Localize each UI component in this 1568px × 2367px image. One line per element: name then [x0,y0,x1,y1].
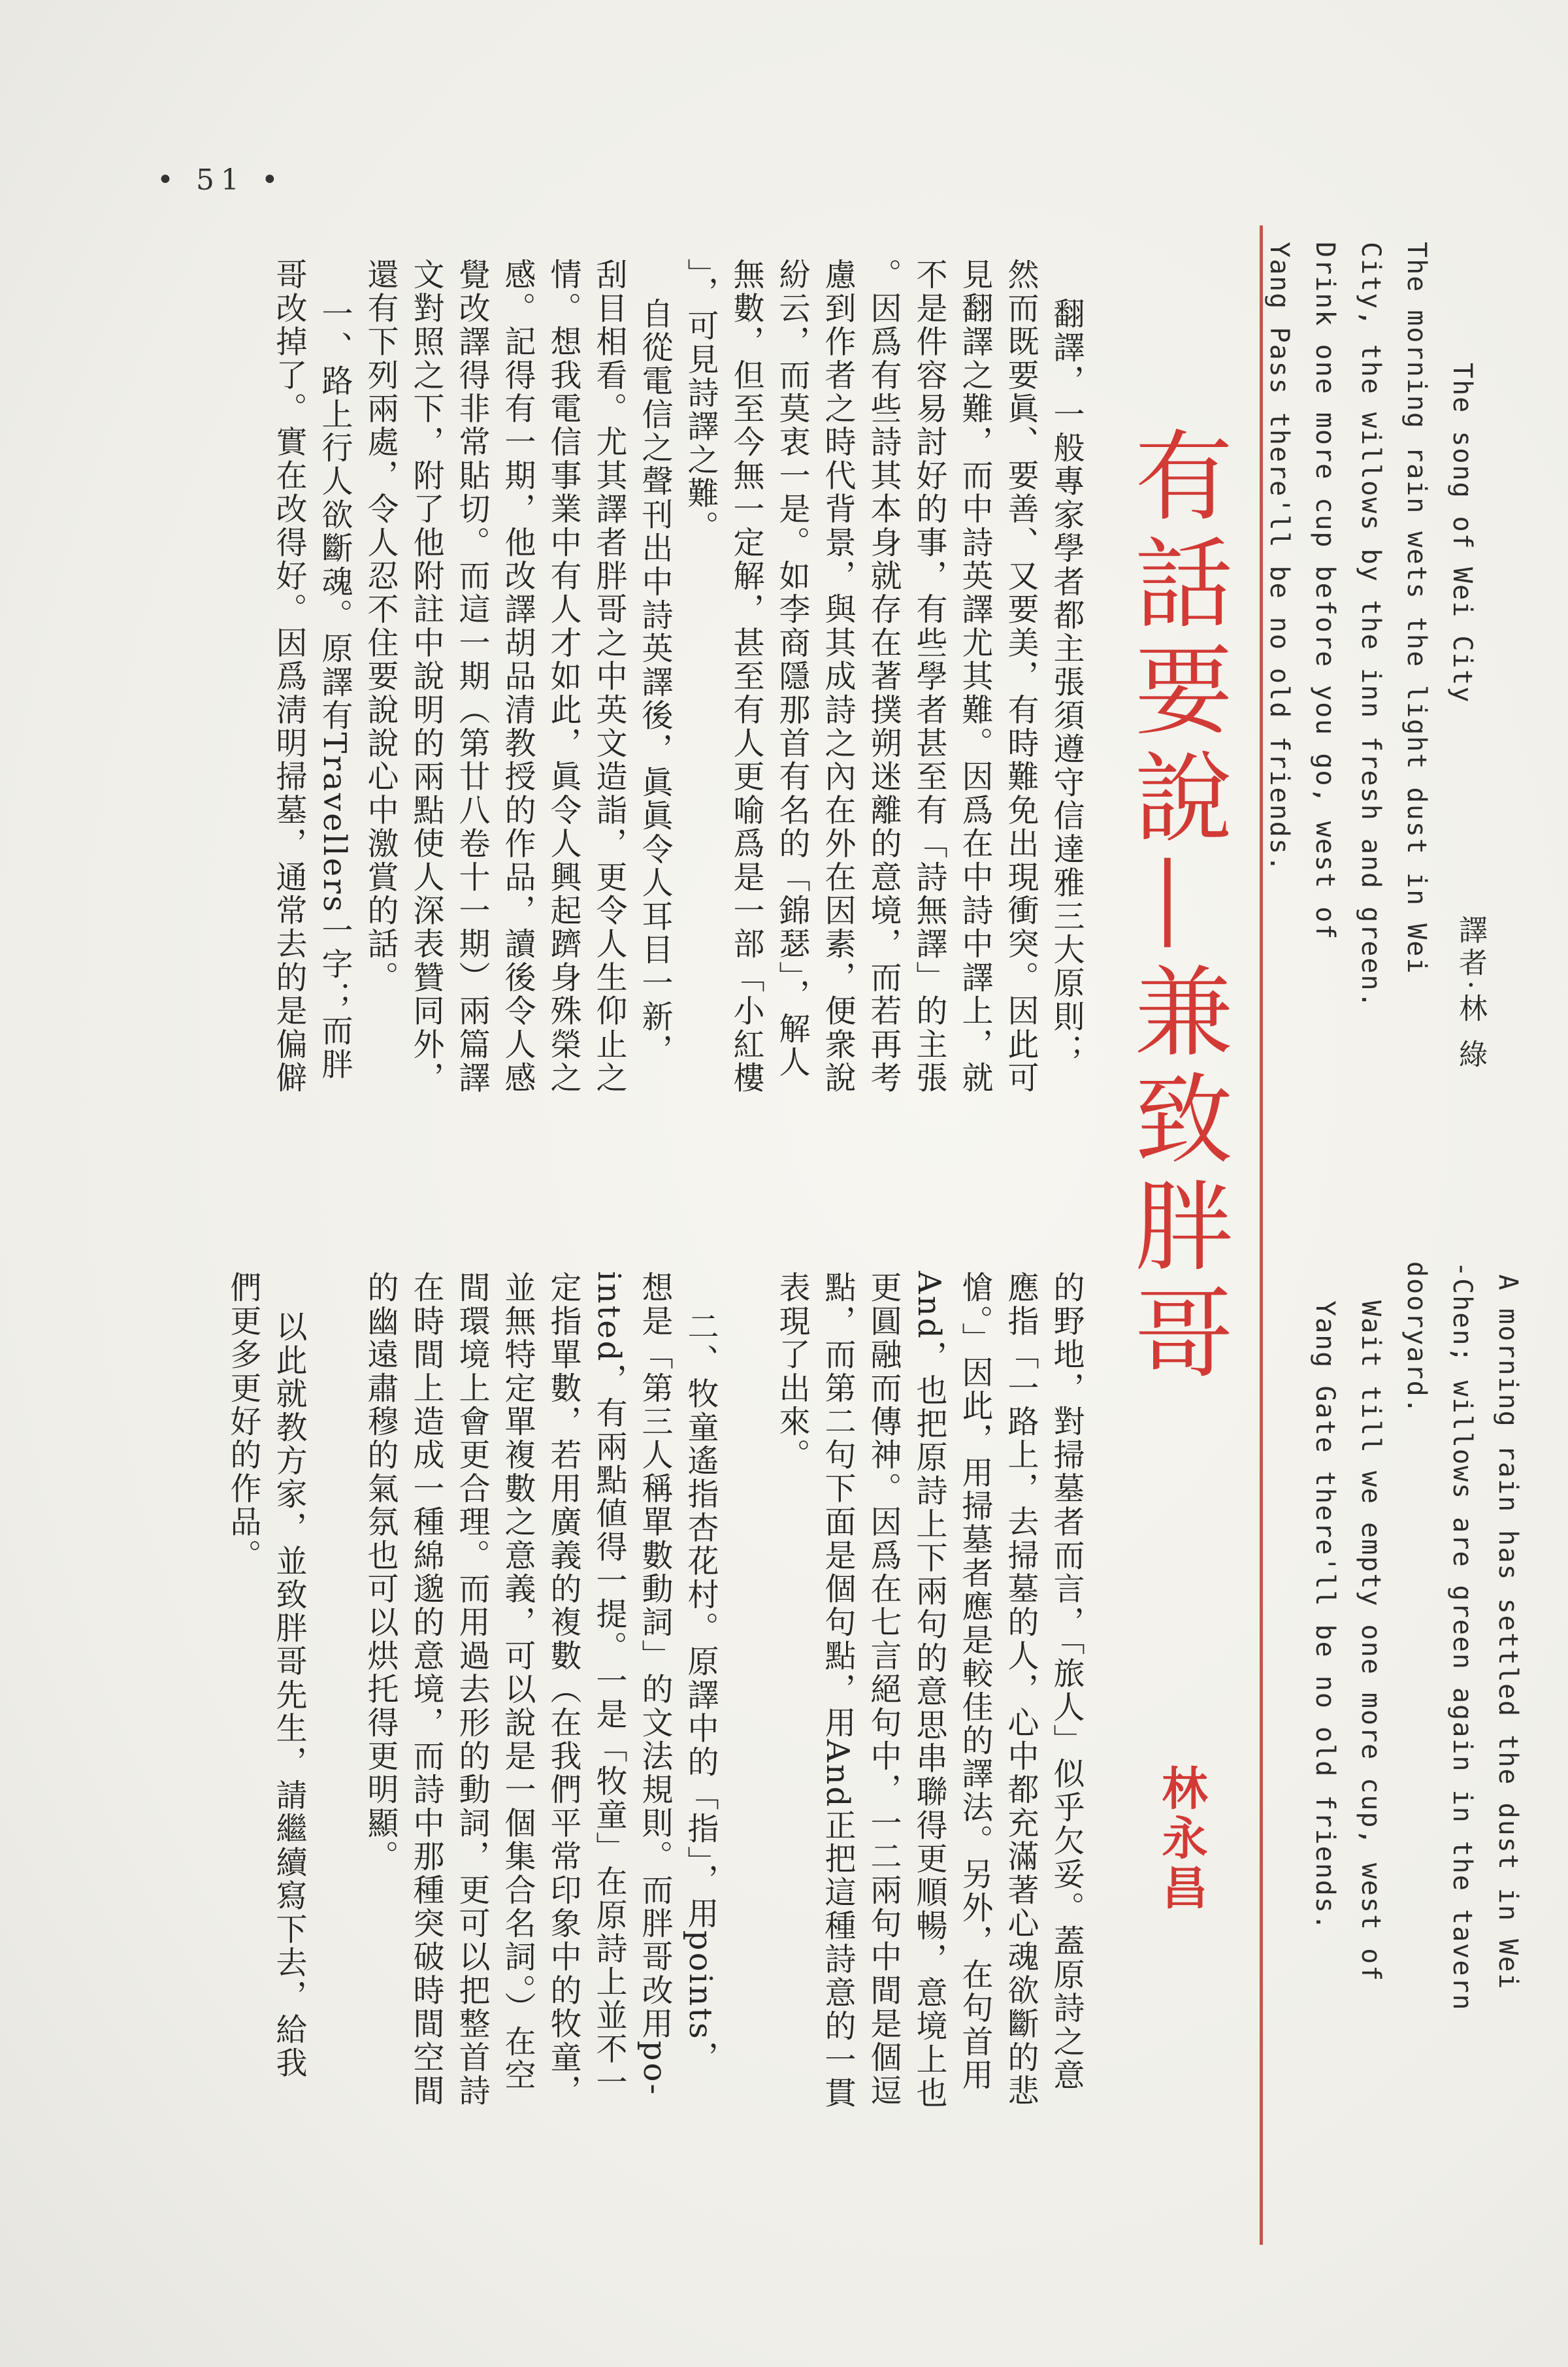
poem-line: dooryard. [1401,1261,1431,1415]
body-column: 自從電信之聲刊出中詩英譯後，眞眞令人耳目一新， [636,297,673,1067]
body-column: 然而既要眞、要善、又要美，有時難免出現衝突。因此可 [1002,258,1039,1095]
body-column: 想是「第三人稱單數動詞」的文法規則。而胖哥改用po- [636,1271,673,2097]
poem-line: -Chen; willows are green again in the tavern [1447,1261,1477,2011]
body-column: 情。想我電信事業中有人才如此，眞令人興起躋身殊榮之 [545,258,581,1095]
body-column: 慮到作者之時代背景，與其成詩之內在外在因素，便衆說 [819,258,856,1095]
poem-title: The song of Wei City [1447,363,1477,704]
body-column: 二、牧童遙指杏花村。原譯中的「指」，用points， [682,1310,719,2075]
body-column: 文對照之下，附了他附註中說明的兩點使人深表贊同外， [408,258,444,1095]
poem-line: A morning rain has settled the dust in Wei [1493,1274,1523,1991]
body-column: 更圓融而傳神。因爲在七言絕句中，一二兩句中間是個逗 [865,1271,902,2108]
translator-credit: 譯者·林 綠 [1454,915,1487,1072]
article-title: 有話要說—兼致胖哥 [1118,425,1232,1389]
body-column: 並無特定單複數之意義，可以說是一個集合名詞。）在空 [499,1271,536,2092]
body-column: 以此就教方家，並致胖哥先生，請繼續寫下去，給我 [270,1310,307,2080]
poem-line: Yang Gate there'll be no old friends. [1310,1300,1340,1932]
body-column: And，也把原詩上下兩句的意思串聯得更順暢，意境上也 [911,1271,947,2110]
body-column: 見翻譯之難，而中詩英譯尤其難。因爲在中詩中譯上，就 [956,258,993,1095]
body-column: 的幽遠肅穆的氣氛也可以烘托得更明顯。 [362,1271,399,1874]
article-author: 林永昌 [1154,1764,1209,1913]
poem-line: City, the willows by the inn fresh and green. [1356,242,1386,1009]
poem-line: Yang Pass there'll be no old friends. [1264,242,1294,873]
red-divider [1260,225,1263,2245]
body-column: 。因爲有些詩其本身就存在著撲朔迷離的意境，而若再考 [865,258,902,1095]
body-column: 翻譯，一般專家學者都主張須遵守信達雅三大原則； [1048,297,1085,1067]
body-column: inted，有兩點値得一提。一是「牧童」在原詩上並不一 [591,1271,627,2100]
body-column: 間環境上會更合理。而用過去形的動詞，更可以把整首詩 [453,1271,490,2108]
body-column: 哥改掉了。實在改得好。因爲淸明掃墓，通常去的是偏僻 [270,258,307,1095]
body-column: 在時間上造成一種綿邈的意境，而詩中那種突破時間空間 [408,1271,444,2108]
page-number: • 51 • [157,163,285,197]
body-column: 無數，但至今無一定解，甚至有人更喻爲是一部「小紅樓 [728,258,764,1095]
poem-line: The morning rain wets the light dust in Wei [1401,242,1431,975]
body-column: 覺改譯得非常貼切。而這一期（第廿八卷十一期）兩篇譯 [453,258,490,1095]
poem-line: Wait till we empty one more cup, west of [1356,1300,1386,1983]
body-column: 點，而第二句下面是個句點，用And正把這種詩意的一貫 [819,1271,856,2110]
body-column: 」，可見詩譯之難。 [682,258,719,544]
body-column: 愴。」因此，用掃墓者應是較佳的譯法。另外，在句首用 [956,1271,993,2092]
body-column: 一、路上行人欲斷魂。原譯有Travellers一字；而胖 [316,297,353,1082]
body-column: 不是件容易討好的事，有些學者甚至有「詩無譯」的主張 [911,258,947,1095]
body-column: 定指單數，若用廣義的複數（在我們平常印象中的牧童， [545,1271,581,2108]
body-column: 應指「一路上，去掃墓的人，心中都充滿著心魂欲斷的悲 [1002,1271,1039,2108]
body-column: 刮目相看。尤其譯者胖哥之中英文造詣，更令人生仰止之 [591,258,627,1095]
body-column: 表現了出來。 [774,1271,810,1472]
body-column: 的野地，對掃墓者而言，「旅人」似乎欠妥。蓋原詩之意 [1048,1271,1085,2092]
body-column: 們更多更好的作品。 [225,1271,261,1572]
poem-line: Drink one more cup before you go, west of [1310,242,1340,941]
body-column: 還有下列兩處，令人忍不住要說說心中激賞的話。 [362,258,399,995]
body-column: 感。記得有一期，他改譯胡品清教授的作品，讀後令人感 [499,258,536,1095]
body-column: 紛云，而莫衷一是。如李商隱那首有名的「錦瑟」，解人 [774,258,810,1079]
